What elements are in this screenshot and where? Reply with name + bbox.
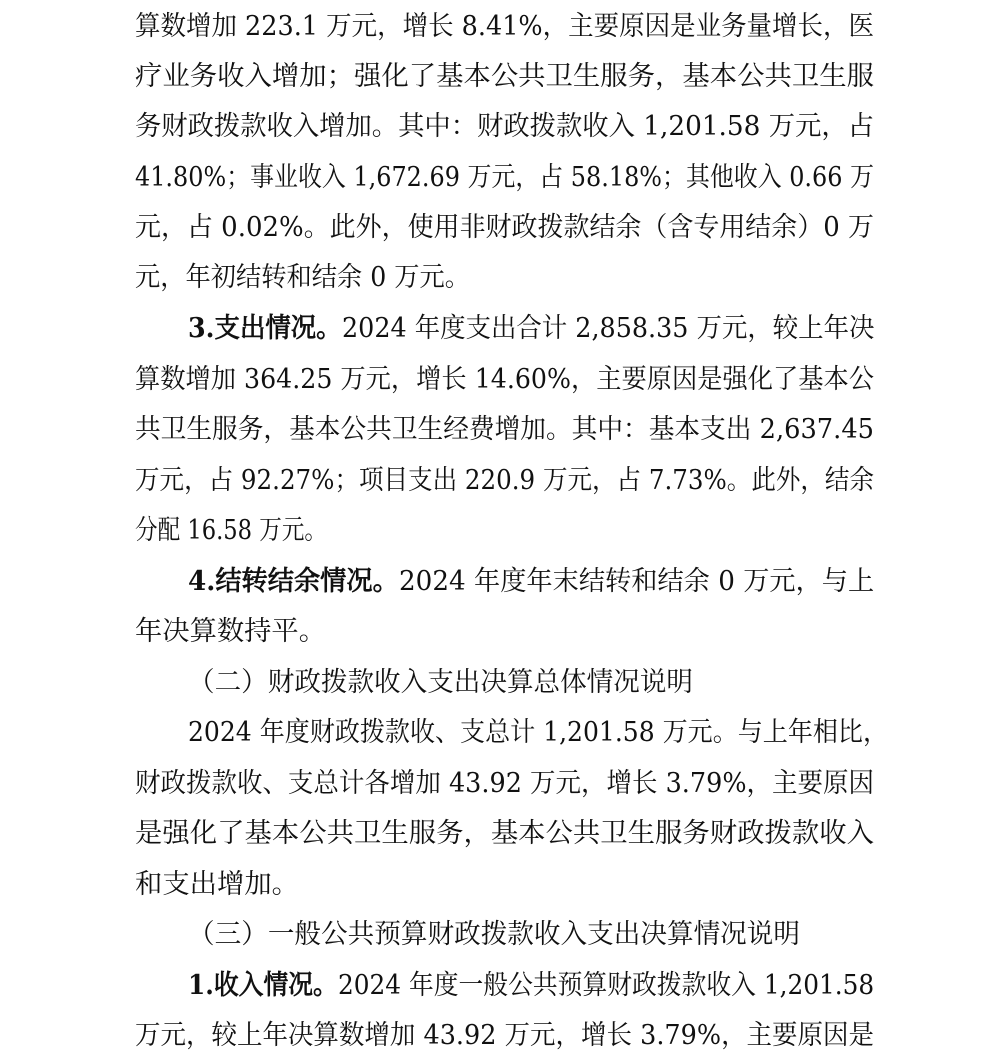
- text-run: 务财政拨款收入增加。其中：财政拨款收入 1,201.58 万元，占: [135, 111, 875, 142]
- text-run: 万元，占 92.27%；项目支出 220.9 万元，占 7.73%。此外，结余: [135, 465, 875, 496]
- text-line: [0, 102, 1000, 152]
- text-run: 2024 年度一般公共预算财政拨款收入 1,201.58: [337, 970, 875, 1001]
- text-line: [0, 809, 1000, 859]
- text-run: 和支出增加。: [135, 869, 300, 900]
- text-line: [0, 658, 1000, 708]
- bold-heading-run: 4.结转结余情况。: [188, 566, 399, 597]
- text-line: [0, 52, 1000, 102]
- text-line: [0, 153, 1000, 203]
- text-run: 年决算数持平。: [135, 616, 327, 647]
- text-run: （二）财政拨款收入支出决算总体情况说明: [188, 667, 694, 698]
- text-line: [0, 557, 1000, 607]
- text-run: 万元，较上年决算数增加 43.92 万元，增长 3.79%，主要原因是: [135, 1020, 875, 1051]
- text-run: 元，占 0.02%。此外，使用非财政拨款结余（含专用结余）0 万: [135, 212, 875, 243]
- text-line: [0, 456, 1000, 506]
- text-run: 41.80%；事业收入 1,672.69 万元，占 58.18%；其他收入 0.66 万: [135, 162, 875, 193]
- bold-heading-run: 1.收入情况。: [188, 970, 338, 1001]
- text-run: 分配 16.58 万元。: [135, 515, 328, 546]
- text-run: 疗业务收入增加；强化了基本公共卫生服务，基本公共卫生服: [135, 61, 875, 92]
- text-run: 2024 年度年末结转和结余 0 万元，与上: [398, 566, 874, 597]
- text-line: [0, 405, 1000, 455]
- text-line: [0, 961, 1000, 1011]
- text-line: [0, 1011, 1000, 1061]
- text-line: [0, 253, 1000, 303]
- text-line: [0, 708, 1000, 758]
- text-line: [0, 304, 1000, 354]
- text-line: [0, 607, 1000, 657]
- text-line: [0, 759, 1000, 809]
- text-line: [0, 203, 1000, 253]
- text-line: [0, 860, 1000, 910]
- text-run: 2024 年度支出合计 2,858.35 万元，较上年决: [341, 313, 875, 344]
- text-run: 元，年初结转和结余 0 万元。: [135, 262, 471, 293]
- text-run: （三）一般公共预算财政拨款收入支出决算情况说明: [188, 919, 801, 950]
- text-line: [0, 2, 1000, 52]
- text-line: [0, 506, 1000, 556]
- text-line: [0, 910, 1000, 960]
- text-run: 2024 年度财政拨款收、支总计 1,201.58 万元。与上年相比，: [188, 717, 889, 748]
- text-run: 是强化了基本公共卫生服务，基本公共卫生服务财政拨款收入: [135, 818, 875, 849]
- text-run: 财政拨款收、支总计各增加 43.92 万元，增长 3.79%，主要原因: [135, 768, 875, 799]
- text-run: 算数增加 364.25 万元，增长 14.60%，主要原因是强化了基本公: [135, 364, 875, 395]
- text-run: 算数增加 223.1 万元，增长 8.41%，主要原因是业务量增长，医: [135, 11, 875, 42]
- text-line: [0, 355, 1000, 405]
- bold-heading-run: 3.支出情况。: [188, 313, 342, 344]
- text-run: 共卫生服务，基本公共卫生经费增加。其中：基本支出 2,637.45: [135, 414, 875, 445]
